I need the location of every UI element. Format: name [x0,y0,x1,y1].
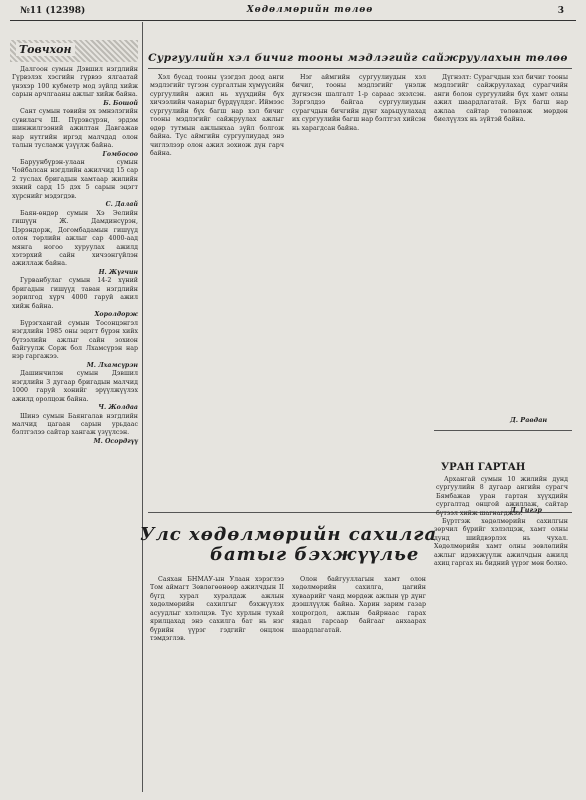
brief-author: Хоролдорж [94,311,138,319]
page-header [10,4,576,21]
page-number: 3 [557,6,564,16]
uran-gartan-paragraph: Архангай сумын 10 жилийн дунд сургуулийн 8 дугаар ангийн сурагч Бямбажав уран гартан хүүхдийн сургалтад онцгой ажиллаж, сайтар бүтээл хийж шагнагджээ. [436,476,568,517]
headline-rule [148,68,572,69]
article2-column-1 [150,576,284,792]
article2-paragraph: Олон байгууллагын хамт олон хөдөлмөрийн сахилга, цагийн хуваарийг чанд мөрдөж ажлын үр дүнг дээшлүүлж байна. Харин зарим газар хоцрогдол, ажлын байрнаас гарах явдал гарсаар байгааг анхаарах шаардлагатай. [292,576,426,634]
brief-author: Гомбосоо [102,150,138,158]
article2-column-3 [434,518,568,792]
article1-paragraph: Хэл бусад тооны үзэгдэл доод анги мэдлэгийг түгээн сургалтын хүмүүсийн сургуулийн ажил нь хүүхдийн бүх хичээлийн чанарыг бүрдүүлдэг. Иймээс сургуулийн бүх багш нар хэл бичиг тооны мэдлэгийг сайжруулах ажлыг өдөр тутмын ажлынхаа зүйл болгож байна. Тус аймгийн сургуулиудад энэ чиглэлээр олон ажил зохиож дүн гарч байна. [150,74,285,158]
uran-gartan-heading: УРАН ГАРТАН [441,462,526,473]
brief-heading: Товчхон [16,43,75,56]
brief-heading-box [10,40,138,62]
brief-item: Дашинчилэн сумын Дэвшил нэгдлийн 3 дугаар бригадын малчид 1000 гаруй хонийг эрүүлжүүлэх ажилд оролцож байна. [12,370,138,403]
article1-column-1 [150,74,284,506]
box-rule [434,430,572,431]
brief-author: М. Лхамсүрэн [86,361,138,369]
brief-column [12,66,138,792]
article2-headline-line2: батыг бэхжүүлье [210,544,420,565]
article2-column-2 [292,576,426,792]
brief-item: Сант сумын төвийн эх эмнэлэгийн сувилагч Ш. Пүрэвсүрэн, эрдэм шинжилгээний ажилтан Давгажав нар нутгийн иргэд малчдад олон талын тусламж үзүүлж байна. [12,108,138,150]
article1-column-3 [434,74,568,410]
article2-paragraph: Саяхан БНМАУ-ын Улаан хэрэглээ Том аймагт Зөвлөгөөнөөр ажилчдын II бүгд хурал хуралдаж ажлын хөдөлмөрийн сахилгыг бэхжүүлэх асуудлыг хэлэлцэв. Тус хурлын тухай ярилцахад энэ сахилга бат нь нэг бүрийн үүрэг гэдгийг онцлон тэмдэглэв. [150,576,284,643]
brief-author: М. Осордгүү [93,437,138,445]
brief-author: Н. Жүгчин [98,268,138,276]
brief-author: Б. Бошой [103,99,138,107]
brief-author: С. Далай [105,201,138,209]
uran-gartan-author: Д. Гигэр [510,506,542,514]
brief-item: Баруунбүрэн-улаан сумын Чойбалсан нэгдлийн ажилчид 15 сар 2 туслах бригадын хамтаар жилийн эхний сард 15 дэх 5 сарын эцэгт хүрснийг мэдэгдэв. [12,158,138,200]
article1-column-2 [292,74,426,506]
newspaper-title: Хөдөлмөрийн төлөө [246,5,374,15]
article1-author: Д. Равдан [510,416,548,424]
brief-item: Гурванбулаг сумын 14-2 хүний бригадын гишүүд таван нэгдлийн зорилгод хүрч 4000 гаруй ажил хийж байна. [12,277,138,310]
brief-item: Шинэ сумын Баянгалав нэгдлийн малчид цагаан сарын урьдаас бэлтгэлээ сайтар хангаж үзүүлсэн. [12,412,138,437]
article2-headline-line1: Улс хөдөлмөрийн сахилга [140,524,438,545]
brief-item: Бүрэгхангай сумын Тосонцэнгэл нэгдлийн 1985 оны эцэгт бүрэн хийх бүтээлийн ажлыг сайн зохион байгуулж Сорж бол Лхамсүрэн нар нэр гаргажээ. [12,319,138,361]
article1-paragraph: Дүгнэлт: Сурагчдын хэл бичиг тооны мэдлэгийг сайжруулахад сурагчийн анги болон сургуулийн бүх хамт олны ажил шаардлагатай. Бүх багш нар ажлаа сайтар төлөвлөж мөрдөн биелүүлэх нь зүйтэй байна. [434,74,568,124]
issue-number: №11 (12398) [20,6,86,16]
article2-paragraph: Бүртгэж хөдөлмөрийн сахилгын зөрчил бүрийг хэлэлцэж, хамт олны дунд шийдвэрлэх нь чухал. Хөдөлмөрийн хамт олны зөвлөлийн ажлыг идэвхжүүлж ажилчдын ажилд ахиц гаргах нь бидний үүрэг мөн болно. [434,518,568,568]
brief-author: Ч. Жолдаа [98,404,138,412]
article1-paragraph: Нэг аймгийн сургуулиудын хэл бичиг, тооны мэдлэгийг үнэлж дүгнэсэн шалгалт 1-р сараас эхэлсэн. Зэргэлдээ байгаа сургуулиудын сурагчдын бичгийн дүнг харьцуулахад их сургуулийн багш нар бэлтгэл хийсэн нь харагдсан байна. [292,74,426,132]
brief-item: Баян-өндөр сумын Хэ Эелийн гишүүн Ж. Дамдинсүрэн, Цэрэндорж, Догомбадамын гишүүд олон төрлийн ажлыг сар 4000-аад мянга ногоо хуруулах ажилд хэтэрхий сайн хичээнгүйлэн ажиллаж байна. [12,209,138,268]
article1-headline: Сургуулийн хэл бичиг тооны мэдлэгийг сайжруулахын төлөө [148,52,568,64]
article2-headline [140,525,440,565]
brief-item: Далгоон сумын Дэвшил нэгдлийн Гүрвэлэх хэсгийн гүрвээ ялгаатай үнэхэр 100 кубметр мод зүйлд хийж сарын арчлгааны ажлыг хийж байна. [12,66,138,99]
column-divider [142,22,143,792]
